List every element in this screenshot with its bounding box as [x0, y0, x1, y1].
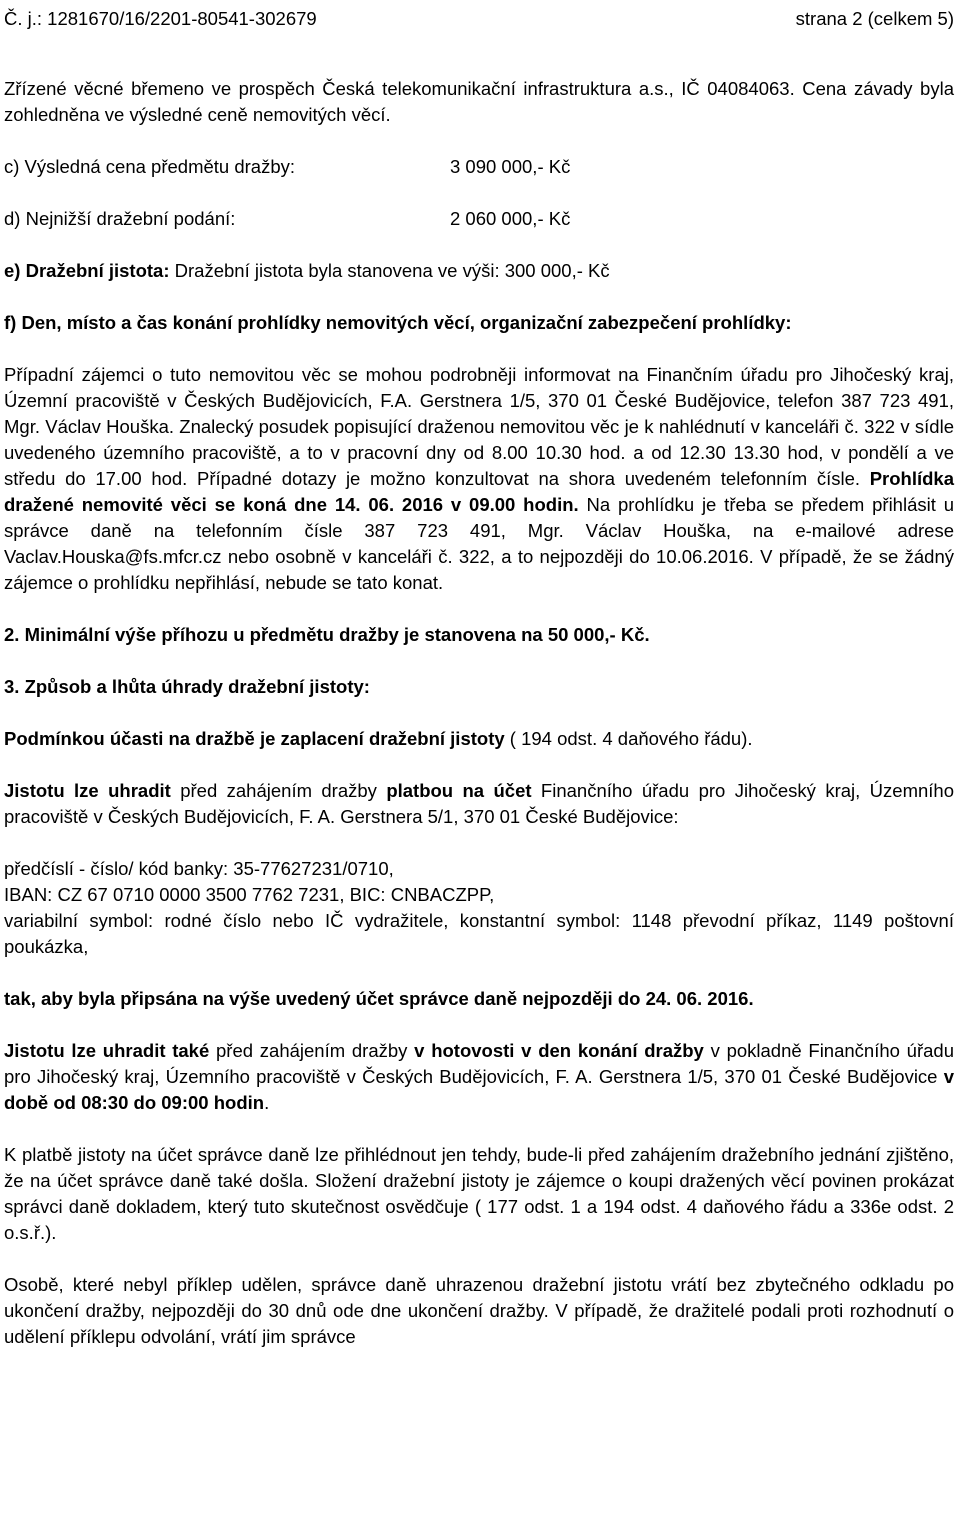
lowest-bid-value: 2 060 000,- Kč	[450, 208, 571, 229]
page-header	[4, 6, 954, 32]
deposit-paragraph	[4, 258, 954, 284]
case-number: Č. j.: 1281670/16/2201-80541-302679	[4, 8, 317, 29]
iban-line: IBAN: CZ 67 0710 0000 3500 7762 7231, BIC: CNBACZPP,	[4, 884, 495, 905]
deposit-text: Dražební jistota byla stanovena ve výši: 300 000,- Kč	[169, 260, 610, 281]
lowest-bid-label: d) Nejnižší dražební podání:	[4, 208, 236, 229]
pay-bold-2: platbou na účet	[386, 780, 532, 801]
cash-text-1: před zahájením dražby	[209, 1040, 415, 1061]
condition-paragraph	[4, 726, 954, 752]
payment-proof-paragraph: K platbě jistoty na účet správce daně lze přihlédnout jen tehdy, bude-li před zahájením dražebního jednání zjištěno, že na účet správce daně také došla. Složení dražební jistoty je zájemce o koupi dražených věcí povinen prokázat správci daně dokladem, který tuto skutečnost osvědčuje ( 177 odst. 1 a 194 odst. 4 daňového řádu a 336e odst. 2 o.s.ř.).	[4, 1144, 954, 1243]
cash-text-3: .	[264, 1092, 270, 1113]
cash-payment-paragraph	[4, 1038, 954, 1116]
final-price-label: c) Výsledná cena předmětu dražby:	[4, 156, 296, 177]
cash-text-2: v pokladně Finančního úřadu pro Jihočeský kraj, Územního pracoviště v Českých Budějovicích, F. A. Gerstnera 1/5, 370 01 České Budějovice	[4, 1040, 954, 1087]
inspection-date: Prohlídka dražené nemovité věci se koná dne 14. 06. 2016 v 09.00 hodin.	[4, 468, 954, 515]
inspection-paragraph	[4, 362, 954, 596]
condition-ref: ( 194 odst. 4 daňového řádu).	[504, 728, 753, 749]
section-3-heading: 3. Způsob a lhůta úhrady dražební jistoty:	[4, 676, 370, 697]
lowest-bid-row	[4, 206, 954, 232]
pay-text-2: Finančního úřadu pro Jihočeský kraj, Územního pracoviště v Českých Budějovicích, F. A. Gerstnera 5/1, 370 01 České Budějovice:	[4, 780, 954, 827]
final-price-value: 3 090 000,- Kč	[450, 156, 571, 177]
deadline-paragraph: tak, aby byla připsána na výše uvedený účet správce daně nejpozději do 24. 06. 2016.	[4, 988, 754, 1009]
page-number: strana 2 (celkem 5)	[795, 8, 954, 29]
pay-text-1: před zahájením dražby	[170, 780, 387, 801]
easement-paragraph: Zřízené věcné břemeno ve prospěch Česká telekomunikační infrastruktura a.s., IČ 04084063. Cena závady byla zohledněna ve výsledné ceně nemovitých věcí.	[4, 78, 954, 125]
inspection-text: Případní zájemci o tuto nemovitou věc se mohou podrobněji informovat na Finančním úřadu pro Jihočeský kraj, Územní pracoviště v Českých Budějovicích, F.A. Gerstnera 1/5, 370 01 České Budějovice, telefon 387 723 491, Mgr. Václav Houška. Znalecký posudek popisující draženou nemovitou věc je k nahlédnutí v kanceláři č. 322 v sídle uvedeného územního pracoviště, a to v pracovní dny od 8.00 10.30 hod. a od 12.30 13.30 hod, v pondělí a ve středu do 17.00 hod. Případné dotazy je možno konzultovat na shora uvedeném telefonním čísle.	[4, 364, 954, 489]
bank-transfer-paragraph	[4, 778, 954, 830]
inspection-heading: f) Den, místo a čas konání prohlídky nemovitých věcí, organizační zabezpečení prohlídky:	[4, 312, 792, 333]
cash-bold-2: v hotovosti v den konání dražby	[414, 1040, 704, 1061]
bank-account-line: předčíslí - číslo/ kód banky: 35-77627231/0710,	[4, 858, 394, 879]
refund-paragraph: Osobě, které nebyl příklep udělen, správce daně uhrazenou dražební jistotu vrátí bez zbytečného odkladu po ukončení dražby, nejpozději do 30 dnů ode dne ukončení dražby. V případě, že dražitelé podali proti rozhodnutí o udělení příklepu odvolání, vrátí jim správce	[4, 1274, 954, 1347]
final-price-row	[4, 154, 954, 180]
pay-bold-1: Jistotu lze uhradit	[4, 780, 171, 801]
condition-bold: Podmínkou účasti na dražbě je zaplacení dražební jistoty	[4, 728, 505, 749]
symbols-line: variabilní symbol: rodné číslo nebo IČ vydražitele, konstantní symbol: 1148 převodní příkaz, 1149 poštovní poukázka,	[4, 910, 954, 957]
inspection-registration: Na prohlídku je třeba se předem přihlásit u správce daně na telefonním čísle 387 723 491, Mgr. Václav Houška, na e-mailové adrese Vaclav.Houska@fs.mfcr.cz nebo osobně v kanceláři č. 322, a to nejpozději do 10.06.2016. V případě, že se žádný zájemce o prohlídku nepřihlásí, nebude se tato konat.	[4, 494, 954, 593]
cash-bold-1: Jistotu lze uhradit také	[4, 1040, 210, 1061]
section-2-heading: 2. Minimální výše příhozu u předmětu dražby je stanovena na 50 000,- Kč.	[4, 624, 650, 645]
deposit-label: e) Dražební jistota:	[4, 260, 170, 281]
cash-bold-3: v době od 08:30 do 09:00 hodin	[4, 1066, 954, 1113]
